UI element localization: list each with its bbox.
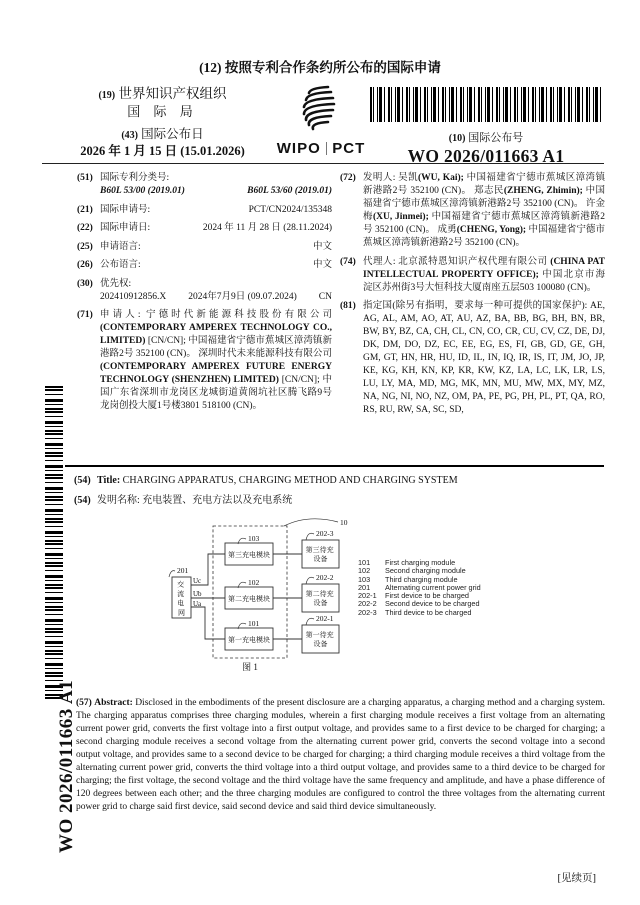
inid-22: (22) xyxy=(77,223,93,233)
legend-row: 202-1 First device to be charged xyxy=(358,591,469,601)
figure-legend xyxy=(358,559,481,617)
module-3-label: 第三充电模块 xyxy=(228,551,270,559)
priority-label: 优先权: xyxy=(100,278,132,289)
legend-row: 101 First charging module xyxy=(358,558,456,567)
inid-10: (10) xyxy=(448,133,466,144)
issuing-organization xyxy=(55,86,270,159)
applicant-1-en: (CONTEMPORARY AMPEREX TECHNOLOGY CO., LIMITED) xyxy=(100,323,332,346)
inventor-3-address: 中国福建省宁德市蕉城区漳湾镇新港路2号 352100 (CN)。 xyxy=(363,212,605,235)
inventor-3-en: (XU, Jinmei); xyxy=(372,212,432,222)
device-box-2 xyxy=(302,584,339,612)
ipc-code-1: B60L 53/00 (2019.01) xyxy=(100,186,185,196)
inid-30: (30) xyxy=(77,278,93,289)
org-bureau: 国 际 局 xyxy=(127,103,198,119)
inid-74: (74) xyxy=(340,256,356,267)
device-3-label: 第三待充 设备 xyxy=(305,546,334,563)
publication-language-label: 公布语言: xyxy=(100,260,141,270)
header-divider xyxy=(42,163,604,164)
inid-25: (25) xyxy=(77,241,93,252)
figure-caption: 图 1 xyxy=(242,662,258,672)
priority-entry xyxy=(77,278,332,304)
phase-ub-label: Ub xyxy=(193,590,202,598)
title-block xyxy=(74,474,597,514)
title-cn-label: 发明名称: xyxy=(97,495,143,506)
priority-number: 202410912856.X xyxy=(100,291,167,302)
inid-57: (57) xyxy=(76,698,92,708)
pub-number-label-line xyxy=(368,129,604,145)
inid-72: (72) xyxy=(340,173,356,183)
vertical-publication-number: WO 2026/011663 A1 xyxy=(56,679,77,853)
inventor-2-en: (ZHENG, Zhimin); xyxy=(503,186,586,196)
pct-label: PCT xyxy=(332,140,366,157)
filing-language-value: 中文 xyxy=(312,241,332,252)
pub-date-label-line xyxy=(55,127,270,143)
title-en-line xyxy=(74,474,597,487)
ref-103: 103 xyxy=(248,534,260,543)
applicant-label: 申请人: xyxy=(100,310,146,320)
application-number-label: 国际申请号: xyxy=(100,204,151,215)
left-barcode-icon xyxy=(45,386,63,699)
filing-language-label: 申请语言: xyxy=(100,241,141,252)
designated-states-list: AE, AG, AL, AM, AO, AT, AU, AZ, BA, BB, BG, BH, BN, BR, BW, BY, BZ, CA, CH, CL, CN, CO, CR, CU, CV, CZ, DE, DJ, DK, DM, DO, DZ, EC, EE, EG, ES, FI, GB, GD, GE, GH, GM, GT, HN, HR, HU, ID, IL, IN, IQ, IR, IS, IT, JM, JO, JP, KE, KG, KH, KN, KP, KR, KW, KZ, LA, LC, LK, LR, LS, LU, LY, MA, MD, MG, MK, MN, MU, MW, MX, MY, MZ, NA, NG, NI, NO, NZ, OM, PA, PE, PG, PH, PL, PT, QA, RO, RS, RU, RW, SA, SC, SD, xyxy=(363,301,605,415)
pub-date-label: 国际公布日 xyxy=(141,127,204,142)
priority-country: CN xyxy=(318,291,332,302)
wipo-logo xyxy=(271,84,371,157)
inid-21: (21) xyxy=(77,204,93,215)
inventor-1-en: (WU, Kai); xyxy=(418,173,467,183)
inventor-2-cn: 郑志民 xyxy=(474,186,504,196)
publication-type-line: (12) 按照专利合作条约所公布的国际申请 xyxy=(199,60,441,75)
agent-address: 中国北京市海淀区苏州街3号大恒科技大厦南座五层503 100080 (CN)。 xyxy=(363,269,605,293)
device-box-1 xyxy=(302,625,339,653)
publication-number-block xyxy=(368,87,604,167)
title-en-label: Title: xyxy=(97,475,123,486)
filing-language-entry xyxy=(77,241,332,254)
inid-26: (26) xyxy=(77,260,93,270)
inid-54-cn: (54) xyxy=(74,495,91,506)
logo-separator xyxy=(326,142,328,155)
filing-date-label: 国际申请日: xyxy=(100,223,151,233)
wipo-pct-wordmark xyxy=(271,140,371,157)
ref-10: 10 xyxy=(340,518,348,527)
figure-1-diagram xyxy=(150,516,362,674)
legend-row: 202-3 Third device to be charged xyxy=(358,607,472,617)
module-1-label: 第一充电模块 xyxy=(228,636,270,644)
designated-states-label: 指定国(除另有指明，要求每一种可提供的国家保护): xyxy=(363,301,590,311)
inid-81: (81) xyxy=(340,301,356,311)
inventor-1-address: 中国福建省宁德市蕉城区漳湾镇新港路2号 352100 (CN)。 xyxy=(363,173,605,196)
module-2-label: 第二充电模块 xyxy=(228,595,270,603)
device-box-3 xyxy=(302,540,339,568)
inventor-3-cn: 许金梅 xyxy=(363,199,605,222)
inventors-label: 发明人: xyxy=(363,173,399,183)
ref-101: 101 xyxy=(248,619,260,628)
agent-label: 代理人: xyxy=(363,256,399,267)
inid-43: (43) xyxy=(121,130,139,142)
filing-date-entry xyxy=(77,222,332,235)
abstract-text: Disclosed in the embodiments of the present disclosure are a charging apparatus, a charging method and a charging system. The charging apparatus comprises three charging modules, wherein a first charging module receives a first voltage from an alternating current power grid, converts the first voltage into a first output voltage, and provides same to a first device to be charged for charging; a second charging module receives a second voltage from the alternating current power grid, converts the second voltage into a second output voltage, and provides same to a second device to be charged for charging; a third charging module receives a third voltage from the alternating current power grid, converts the third voltage into a third output voltage, and provides same to a third device to be charged for charging; the first voltage, the second voltage and the third voltage have the same frequency and amplitude, and have a phase difference of 120 degrees between each other; and the three charging modules are configured to control the three voltages from the alternating current power grid to charge said first device, said second device and said third device simultaneously. xyxy=(76,698,606,812)
priority-date: 2024年7月9日 (09.07.2024) xyxy=(188,291,297,302)
inventor-2-address: 中国福建省宁德市蕉城区漳湾镇新港路2号 352100 (CN)。 xyxy=(363,186,605,209)
abstract-label: Abstract: xyxy=(94,698,136,708)
inventor-4-en: (CHENG, Yong); xyxy=(456,225,529,235)
inventors-entry xyxy=(340,172,605,250)
inventor-4-cn: 成勇 xyxy=(437,225,457,235)
inid-71: (71) xyxy=(77,310,93,320)
ref-202-3: 202-3 xyxy=(316,529,334,538)
inid-54-en: (54) xyxy=(74,475,91,486)
device-2-label: 第二待充 设备 xyxy=(305,590,334,607)
title-en: CHARGING APPARATUS, CHARGING METHOD AND CHARGING SYSTEM xyxy=(122,475,458,486)
biblio-left-column xyxy=(77,172,332,419)
wipo-label: WIPO xyxy=(276,140,321,157)
biblio-right-column xyxy=(340,172,605,423)
applicant-2-en: (CONTEMPORARY AMPEREX FUTURE ENERGY TECHNOLOGY (SHENZHEN) LIMITED) xyxy=(100,362,332,385)
ipc-entry xyxy=(77,172,332,198)
applicant-2-address: [CN/CN]; 中国广东省深圳市龙岗区龙城街道黄阁坑社区腾飞路9号龙岗创投大厦1号楼3801 518100 (CN)。 xyxy=(100,375,332,411)
inventor-4-address: 中国福建省宁德市蕉城区漳湾镇新港路2号 352100 (CN)。 xyxy=(363,225,605,248)
wipo-globe-icon xyxy=(294,84,348,134)
legend-row: 102 Second charging module xyxy=(358,566,466,576)
title-cn: 充电装置、充电方法以及充电系统 xyxy=(142,495,293,506)
application-number-value: PCT/CN2024/135348 xyxy=(248,204,332,215)
ipc-label: 国际专利分类号: xyxy=(100,173,170,183)
org-name-line xyxy=(55,86,270,103)
applicant-entry xyxy=(77,309,332,413)
inid-51: (51) xyxy=(77,173,93,183)
application-number-entry xyxy=(77,204,332,217)
publication-language-value: 中文 xyxy=(312,260,332,270)
continuation-note: [见续页] xyxy=(557,873,596,884)
org-name: 世界知识产权组织 xyxy=(118,86,227,101)
phase-ua-label: Ua xyxy=(193,600,202,608)
ref-202-2: 202-2 xyxy=(316,573,334,582)
legend-row: 202-2 Second device to be charged xyxy=(358,599,480,609)
ref-102: 102 xyxy=(248,578,260,587)
applicant-1-address: [CN/CN]; 中国福建省宁德市蕉城区漳湾镇新港路2号 352100 (CN)。 xyxy=(100,336,332,359)
ac-grid-label: 交 流 电 网 xyxy=(177,580,185,617)
filing-date-value: 2024 年 11 月 28 日 (28.11.2024) xyxy=(202,223,332,233)
legend-row: 201 Alternating current power grid xyxy=(358,582,481,592)
inid-19: (19) xyxy=(98,90,116,101)
agent-entry xyxy=(340,256,605,295)
ref-201: 201 xyxy=(177,566,189,575)
phase-uc-label: Uc xyxy=(193,577,202,585)
pub-date-value: 2026 年 1 月 15 日 (15.01.2026) xyxy=(80,143,245,158)
legend-row: 103 Third charging module xyxy=(358,574,458,584)
abstract xyxy=(76,697,605,814)
pub-number-value: WO 2026/011663 A1 xyxy=(407,146,565,166)
ref-202-1: 202-1 xyxy=(316,614,334,623)
publication-language-entry xyxy=(77,259,332,272)
designated-states-entry xyxy=(340,300,605,417)
title-divider xyxy=(65,465,604,467)
device-1-label: 第一待充 设备 xyxy=(305,631,334,648)
applicant-2-cn: 深圳时代未来能源科技有限公司 xyxy=(198,349,332,359)
ipc-code-2: B60L 53/60 (2019.01) xyxy=(247,186,332,196)
inventor-1-cn: 吴凯 xyxy=(398,173,418,183)
figure-1 xyxy=(150,516,362,674)
agent-cn: 北京派特恩知识产权代理有限公司 xyxy=(398,256,551,267)
agent-en: (CHINA PAT INTELLECTUAL PROPERTY OFFICE); xyxy=(363,256,605,280)
applicant-1-cn: 宁德时代新能源科技股份有限公司 xyxy=(145,310,332,320)
title-cn-line xyxy=(74,494,597,507)
top-barcode-icon xyxy=(370,87,602,122)
pub-number-label: 国际公布号 xyxy=(468,132,524,144)
